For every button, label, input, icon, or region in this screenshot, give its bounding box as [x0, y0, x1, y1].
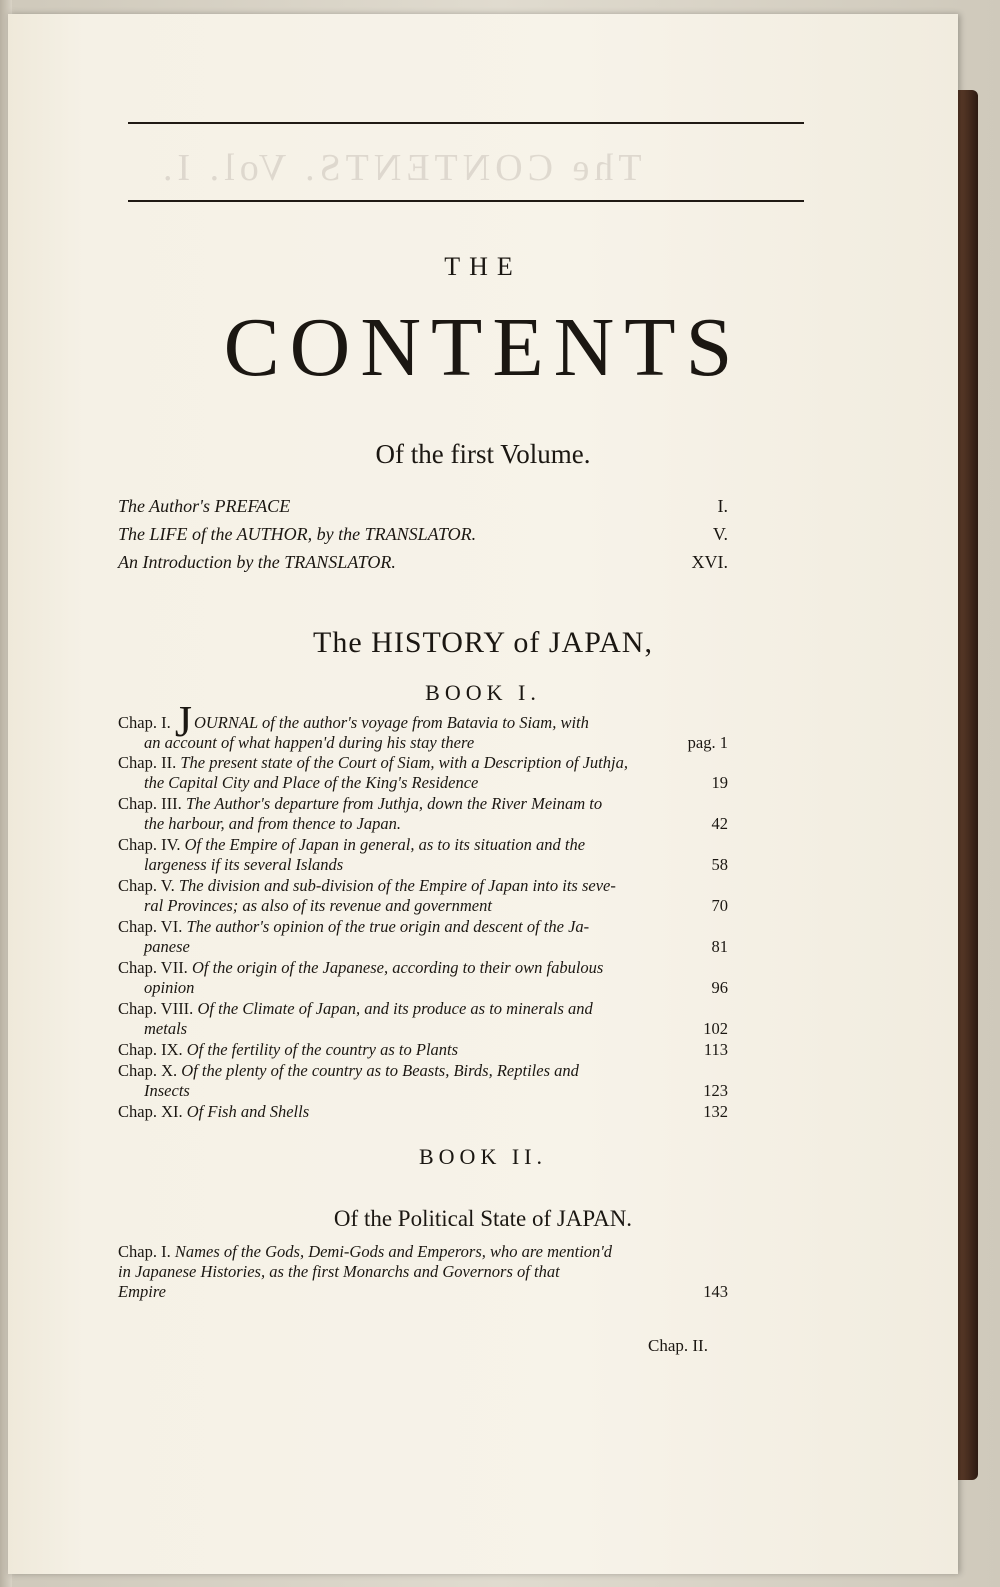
chapter-page: 58: [711, 855, 728, 874]
chapter-number: Chap. I.: [118, 713, 171, 732]
chapter-entry: [118, 1040, 728, 1060]
chapter-title-line1: Of Fish and Shells: [186, 1102, 310, 1121]
chapter-number: Chap. XI.: [118, 1102, 183, 1121]
chapter-page: 143: [703, 1282, 728, 1301]
book-page: [8, 14, 958, 1574]
book-two-heading: BOOK II.: [419, 1144, 547, 1169]
chapter-title-line2: largeness if its several Islands: [144, 855, 344, 874]
chapter-entry: [118, 999, 728, 1039]
front-matter-item: [118, 552, 728, 573]
chapter-number: Chap. VI.: [118, 917, 183, 936]
chapter-entry: [118, 1061, 728, 1101]
book-two-subtitle: Of the Political State of JAPAN.: [333, 1206, 633, 1231]
chapter-entry: [118, 917, 728, 957]
chapter-title-line2: opinion: [144, 978, 195, 997]
top-rule: [128, 122, 804, 124]
front-matter-page: V.: [712, 524, 728, 544]
chapter-title-line1: The author's opinion of the true origin and descent of the Ja-: [186, 917, 590, 936]
chapter-page: 19: [711, 773, 728, 792]
chapter-title-line1: OURNAL of the author's voyage from Batavia to Siam, with: [193, 713, 589, 732]
front-matter-label: The Author's PREFACE: [118, 496, 291, 516]
subtitle: Of the first Volume.: [375, 439, 591, 469]
history-title: The HISTORY of JAPAN,: [313, 626, 653, 659]
chapter-number: Chap. V.: [118, 876, 175, 895]
chapter-title-line1: Of the Climate of Japan, and its produce as to minerals and: [197, 999, 593, 1018]
title-contents: CONTENTS: [223, 301, 743, 394]
bottom-rule: [128, 200, 804, 202]
chapter-page: 81: [711, 937, 728, 956]
chapter-title-line1: Of the origin of the Japanese, according to their own fabulous: [191, 958, 604, 977]
drop-cap: J: [174, 697, 192, 746]
chapter-number: Chap. III.: [118, 794, 182, 813]
title-the: THE: [444, 252, 522, 281]
chapter-page: 42: [711, 814, 728, 833]
chapter-number: Chap. II.: [118, 753, 177, 772]
chapter-number: Chap. X.: [118, 1061, 178, 1080]
chapter-title-line2: the harbour, and from thence to Japan.: [144, 814, 401, 833]
chapter-number: Chap. VIII.: [118, 999, 194, 1018]
chapter-entry: [118, 753, 728, 793]
chapter-number: Chap. VII.: [118, 958, 188, 977]
chapter-title-line1: The division and sub-division of the Empire of Japan into its seve-: [178, 876, 616, 895]
chapter-title-line1: Of the Empire of Japan in general, as to its situation and the: [184, 835, 586, 854]
chapter-page: 123: [703, 1081, 728, 1100]
chapter-entry: [118, 835, 728, 875]
chapter-title-line2: in Japanese Histories, as the first Monarchs and Governors of that: [118, 1262, 560, 1281]
front-matter-page: XVI.: [691, 552, 728, 572]
catchword: Chap. II.: [648, 1336, 708, 1355]
chapter-page: 70: [711, 896, 728, 915]
chapter-entry: [118, 697, 728, 753]
chapter-number: Chap. IX.: [118, 1040, 183, 1059]
chapter-entry: [118, 1102, 728, 1122]
chapter-title-line3: Empire: [118, 1282, 166, 1301]
chapter-title-line1: Names of the Gods, Demi-Gods and Emperors, who are mention'd: [174, 1242, 613, 1261]
show-through-heading: The CONTENTS. Vol. I.: [158, 147, 642, 189]
book-one-heading: BOOK I.: [425, 680, 541, 705]
chapter-title-line2: ral Provinces; as also of its revenue and government: [144, 896, 492, 915]
chapter-entry: [118, 794, 728, 834]
chapter-title-line2: an account of what happen'd during his stay there: [144, 733, 475, 752]
chapter-title-line1: The present state of the Court of Siam, with a Description of Juthja,: [180, 753, 628, 772]
chapter-page: 113: [703, 1040, 728, 1059]
chapter-entry: [118, 958, 728, 998]
chapter-title-line1: Of the plenty of the country as to Beasts, Birds, Reptiles and: [181, 1061, 579, 1080]
book-two-chapter: [118, 1242, 728, 1302]
chapter-page: 102: [703, 1019, 728, 1038]
chapter-number: Chap. IV.: [118, 835, 181, 854]
chapter-title-line1: The Author's departure from Juthja, down the River Meinam to: [185, 794, 603, 813]
front-matter-item: [118, 524, 728, 545]
chapter-page: pag. 1: [687, 733, 728, 752]
chapter-entry: [118, 876, 728, 916]
chapter-title-line2: the Capital City and Place of the King's Residence: [144, 773, 479, 792]
chapter-number: Chap. I.: [118, 1242, 171, 1261]
chapter-title-line1: Of the fertility of the country as to Plants: [186, 1040, 459, 1059]
front-matter-label: An Introduction by the TRANSLATOR.: [118, 552, 396, 572]
front-matter-item: [118, 496, 728, 517]
chapter-page: 96: [711, 978, 728, 997]
chapter-title-line2: metals: [144, 1019, 188, 1038]
chapter-page: 132: [703, 1102, 728, 1121]
chapter-title-line2: panese: [144, 937, 190, 956]
front-matter-label: The LIFE of the AUTHOR, by the TRANSLATOR.: [118, 524, 477, 544]
front-matter-page: I.: [717, 496, 728, 516]
chapter-title-line2: Insects: [144, 1081, 190, 1100]
